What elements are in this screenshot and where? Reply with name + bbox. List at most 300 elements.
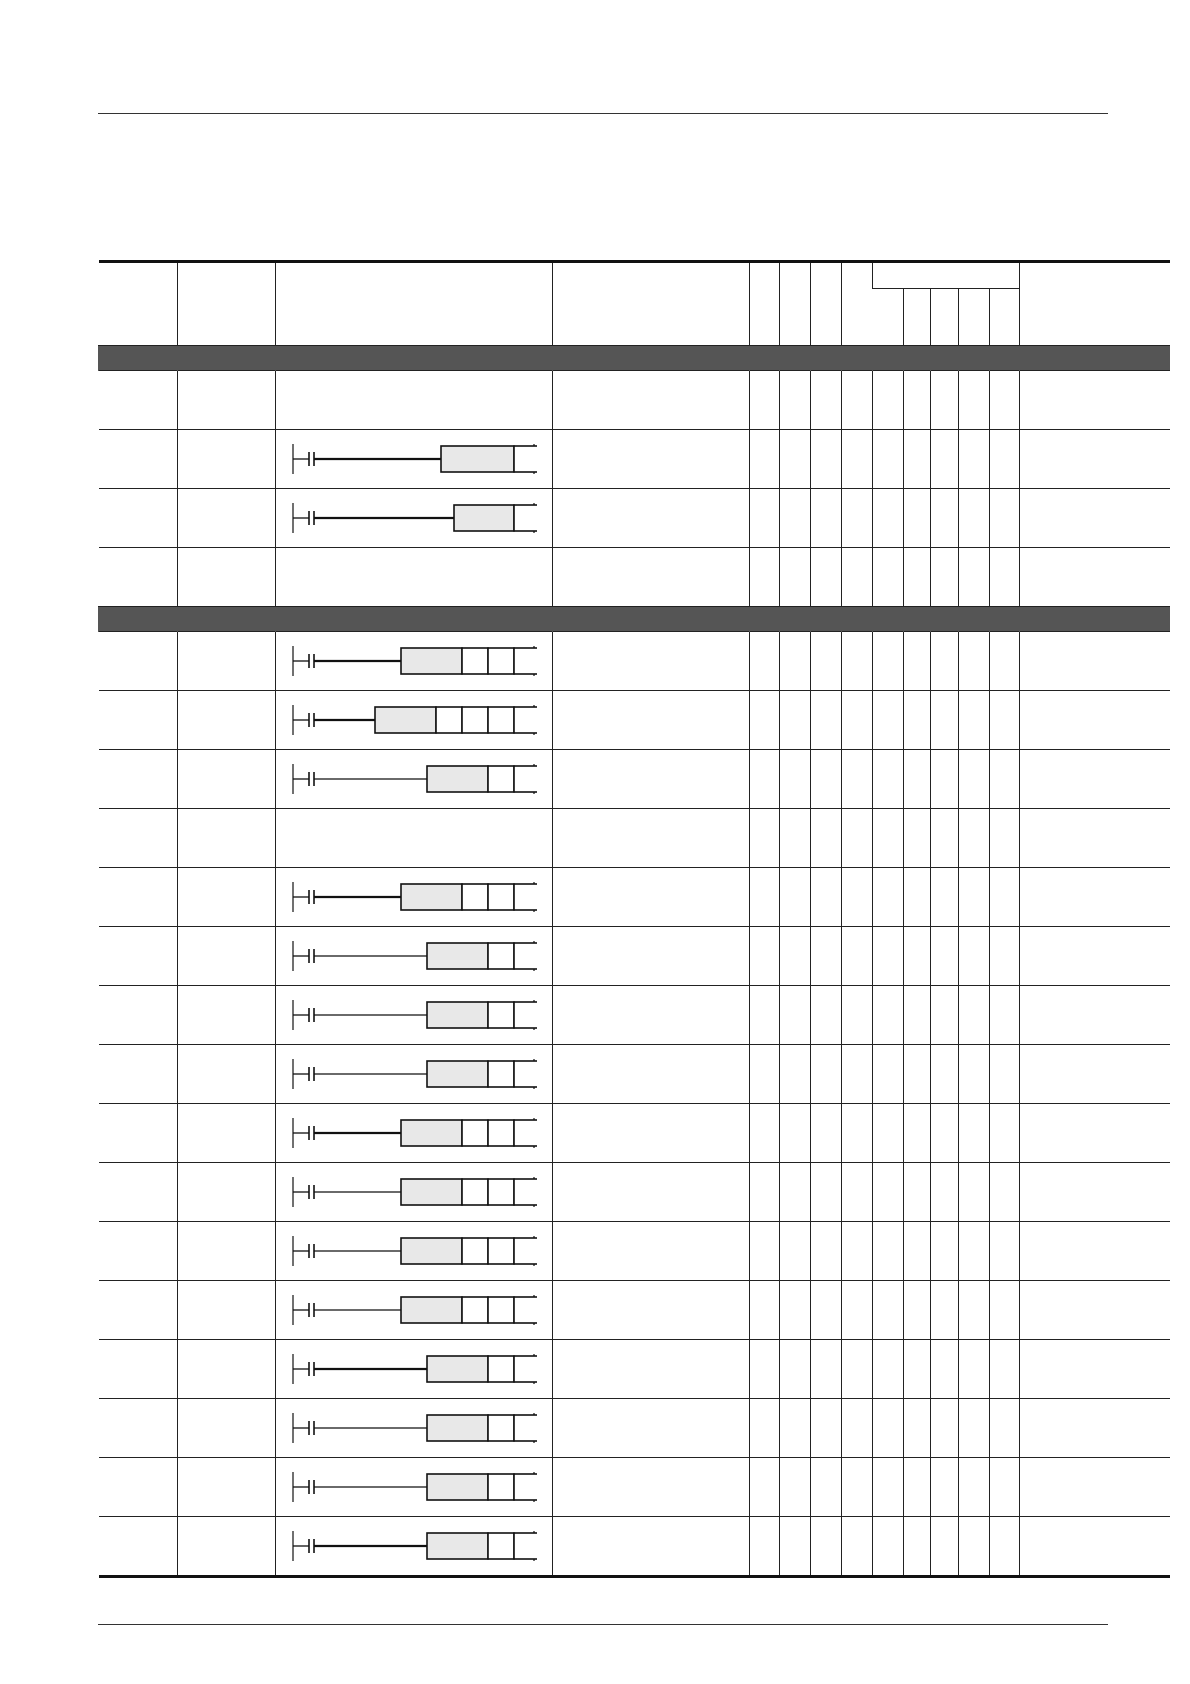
table-cell [990,1517,1020,1577]
section-cell [178,346,276,371]
table-cell [990,1458,1020,1517]
operand-box [488,1415,514,1441]
table-cell [904,809,931,868]
column-header [1020,262,1170,346]
table-cell [1020,691,1170,750]
table-cell [990,489,1020,548]
ladder-diagram [291,1116,537,1150]
table-cell [553,1458,750,1517]
column-header [842,262,873,346]
table-cell [959,1104,990,1163]
table-cell [750,868,780,927]
table-cell [842,548,873,607]
section-cell [842,346,873,371]
table-cell [1020,1163,1170,1222]
table-cell [959,548,990,607]
section-header-bar [99,346,1170,371]
table-cell [780,1517,811,1577]
table-cell [780,986,811,1045]
table-cell [276,809,553,868]
operand-box [488,943,514,969]
operand-box [488,1474,514,1500]
section-cell [750,607,780,632]
table-cell [99,691,178,750]
table-row [99,750,1170,809]
ladder-diagram [291,442,537,476]
operand-box [514,1415,537,1441]
table-cell [873,1281,904,1340]
table-cell [904,1458,931,1517]
table-cell [1020,809,1170,868]
table-cell [959,691,990,750]
table-cell [842,1222,873,1281]
function-box [375,707,436,733]
table-cell [780,927,811,986]
table-cell [553,1104,750,1163]
column-header [178,262,276,346]
table-cell [811,1163,842,1222]
function-box [401,648,462,674]
table-row [99,1045,1170,1104]
table-cell [276,1340,553,1399]
table-cell [990,986,1020,1045]
table-row [99,1163,1170,1222]
table-row [99,1222,1170,1281]
operand-box [488,884,514,910]
operand-box [462,707,488,733]
table-cell [1020,548,1170,607]
table-cell [99,489,178,548]
table-cell [873,430,904,489]
section-cell [990,607,1020,632]
table-cell [1020,1281,1170,1340]
function-box [427,1415,488,1441]
table-cell [990,691,1020,750]
function-box [401,1179,462,1205]
table-cell [553,986,750,1045]
table-cell [873,1458,904,1517]
table-cell [99,1045,178,1104]
table-cell [931,750,959,809]
table-cell [811,1104,842,1163]
section-header-bar [99,607,1170,632]
table-cell [990,1222,1020,1281]
table-cell [1020,1340,1170,1399]
operand-box [462,1297,488,1323]
table-cell [873,1222,904,1281]
table-cell [750,927,780,986]
table-cell [553,632,750,691]
section-cell [99,607,178,632]
operand-box [488,1297,514,1323]
table-cell [904,489,931,548]
table-cell [904,1222,931,1281]
table-cell [178,1045,276,1104]
table-cell [811,430,842,489]
table-cell [842,1163,873,1222]
operand-box [436,707,462,733]
table-cell [959,489,990,548]
table-cell [1020,1045,1170,1104]
table-cell [99,548,178,607]
table-cell [99,750,178,809]
table-cell [931,868,959,927]
operand-box [462,1120,488,1146]
table-cell [1020,1399,1170,1458]
ladder-diagram [291,644,537,678]
table-cell [750,750,780,809]
table-cell [811,927,842,986]
table-cell [811,1281,842,1340]
operand-box [488,1002,514,1028]
table-cell [873,1163,904,1222]
function-box [427,1474,488,1500]
operand-box [488,1356,514,1382]
table-cell [276,868,553,927]
section-cell [553,607,750,632]
table-cell [276,1458,553,1517]
table-cell [873,548,904,607]
table-cell [553,1222,750,1281]
table-cell [99,1104,178,1163]
operand-box [514,648,537,674]
table-cell [959,868,990,927]
section-cell [780,346,811,371]
table-cell [990,548,1020,607]
operand-box [514,1297,537,1323]
operand-box [462,1179,488,1205]
table-cell [904,927,931,986]
table-cell [904,1340,931,1399]
table-cell [811,691,842,750]
table-cell [553,548,750,607]
table-cell [842,691,873,750]
table-cell [811,750,842,809]
table-cell [959,430,990,489]
table-cell [780,750,811,809]
table-cell [904,1399,931,1458]
table-cell [276,489,553,548]
table-cell [276,1517,553,1577]
table-cell [1020,986,1170,1045]
table-cell [842,986,873,1045]
header-row [99,262,1170,289]
footer-rule [98,1624,1108,1625]
table-cell [1020,927,1170,986]
table-cell [553,1517,750,1577]
table-row [99,1340,1170,1399]
table-cell [904,1104,931,1163]
table-cell [99,809,178,868]
table-cell [931,809,959,868]
table-cell [1020,1517,1170,1577]
operand-box [488,1238,514,1264]
function-box [427,1356,488,1382]
table-cell [904,371,931,430]
table-row [99,809,1170,868]
table-cell [780,1104,811,1163]
flag-subheader [873,289,904,346]
table-cell [99,430,178,489]
table-cell [750,1045,780,1104]
section-cell [990,346,1020,371]
table-cell [931,1458,959,1517]
table-cell [178,691,276,750]
table-cell [959,371,990,430]
table-cell [276,632,553,691]
table-cell [931,1399,959,1458]
table-cell [178,1399,276,1458]
table-cell [750,430,780,489]
ladder-diagram [291,1529,537,1563]
table-cell [178,548,276,607]
table-cell [780,1045,811,1104]
table-cell [1020,489,1170,548]
table-cell [959,1458,990,1517]
column-header [811,262,842,346]
table-cell [276,691,553,750]
ladder-diagram [291,762,537,796]
function-box [441,446,514,472]
table-cell [873,927,904,986]
table-cell [553,1281,750,1340]
flag-subheader [904,289,931,346]
table-cell [276,1281,553,1340]
table-cell [931,1340,959,1399]
section-cell [873,607,904,632]
table-cell [873,632,904,691]
section-cell [959,346,990,371]
table-cell [990,1104,1020,1163]
table-cell [811,1458,842,1517]
table-cell [99,986,178,1045]
ladder-diagram [291,880,537,914]
table-cell [99,1340,178,1399]
section-cell [780,607,811,632]
section-cell [178,607,276,632]
table-cell [553,868,750,927]
table-cell [1020,750,1170,809]
table-cell [780,1163,811,1222]
table-cell [99,927,178,986]
table-cell [842,1340,873,1399]
table-cell [959,1163,990,1222]
column-header [553,262,750,346]
table-cell [1020,371,1170,430]
table-row [99,691,1170,750]
table-cell [990,632,1020,691]
table-cell [959,986,990,1045]
table-cell [990,371,1020,430]
table-cell [553,1163,750,1222]
table-cell [276,430,553,489]
table-cell [990,1045,1020,1104]
table-cell [842,371,873,430]
section-cell [904,607,931,632]
table-row [99,986,1170,1045]
operand-box [514,1533,537,1559]
table-cell [904,632,931,691]
table-cell [959,1399,990,1458]
table-cell [842,1399,873,1458]
table-cell [842,489,873,548]
table-row [99,371,1170,430]
operand-box [514,943,537,969]
table-cell [780,430,811,489]
operand-box [514,1120,537,1146]
operand-box [514,1474,537,1500]
ladder-diagram [291,1057,537,1091]
table-cell [276,750,553,809]
table-cell [780,691,811,750]
table-cell [276,371,553,430]
table-cell [750,548,780,607]
table-cell [931,430,959,489]
table-cell [959,750,990,809]
table-cell [842,1104,873,1163]
table-cell [873,691,904,750]
table-cell [276,1045,553,1104]
ladder-diagram [291,1352,537,1386]
table-cell [780,809,811,868]
table-cell [990,868,1020,927]
table-cell [904,868,931,927]
table-cell [904,1517,931,1577]
table-cell [750,1222,780,1281]
table-cell [990,430,1020,489]
flag-subheader [931,289,959,346]
table-cell [750,371,780,430]
table-cell [811,632,842,691]
ladder-diagram [291,1175,537,1209]
table-cell [842,809,873,868]
table-cell [842,1458,873,1517]
table-cell [931,1104,959,1163]
table-cell [811,1399,842,1458]
table-cell [178,430,276,489]
section-cell [904,346,931,371]
table-cell [811,809,842,868]
table-cell [553,1045,750,1104]
table-cell [811,868,842,927]
table-cell [750,691,780,750]
table-cell [904,750,931,809]
table-cell [750,1517,780,1577]
table-cell [99,1399,178,1458]
table-cell [178,1163,276,1222]
ladder-diagram [291,1293,537,1327]
table-cell [553,1340,750,1399]
table-cell [276,1222,553,1281]
operand-box [488,1179,514,1205]
table-cell [990,1281,1020,1340]
table-cell [99,1517,178,1577]
table-cell [178,1340,276,1399]
table-cell [1020,868,1170,927]
operand-box [488,1061,514,1087]
table-cell [99,868,178,927]
table-cell [873,1045,904,1104]
table-cell [931,1281,959,1340]
table-cell [99,1163,178,1222]
table-row [99,1399,1170,1458]
table-cell [931,548,959,607]
table-cell [178,1222,276,1281]
section-cell [842,607,873,632]
table-cell [178,927,276,986]
table-cell [178,986,276,1045]
table-cell [931,632,959,691]
table-cell [873,1104,904,1163]
table-cell [842,632,873,691]
section-cell [99,346,178,371]
table-cell [811,489,842,548]
table-cell [842,750,873,809]
table-cell [178,632,276,691]
table-cell [931,691,959,750]
section-cell [276,607,553,632]
table-cell [99,1222,178,1281]
table-cell [990,809,1020,868]
section-cell [811,346,842,371]
ladder-diagram [291,998,537,1032]
table-cell [811,548,842,607]
table-cell [904,430,931,489]
ladder-diagram [291,703,537,737]
operand-box [514,505,537,531]
table-row [99,868,1170,927]
table-cell [99,371,178,430]
table-row [99,430,1170,489]
table-cell [959,632,990,691]
function-box [427,1061,488,1087]
table-cell [904,986,931,1045]
table-cell [99,1458,178,1517]
column-header [780,262,811,346]
table-cell [842,868,873,927]
header-rule [98,113,1108,114]
operand-box [514,766,537,792]
table-cell [750,1281,780,1340]
table-cell [1020,1222,1170,1281]
table-cell [931,927,959,986]
table-cell [811,371,842,430]
table-cell [873,371,904,430]
section-cell [750,346,780,371]
table-cell [931,1045,959,1104]
table-cell [931,986,959,1045]
table-cell [780,548,811,607]
table-cell [553,1399,750,1458]
function-box [427,943,488,969]
operand-box [488,707,514,733]
table-cell [842,1045,873,1104]
table-cell [750,1458,780,1517]
function-box [427,766,488,792]
operand-box [514,1356,537,1382]
table-cell [99,1281,178,1340]
section-cell [811,607,842,632]
table-cell [780,489,811,548]
table-row [99,548,1170,607]
table-cell [276,1104,553,1163]
table-cell [553,430,750,489]
ladder-diagram [291,939,537,973]
table-cell [780,1399,811,1458]
table-cell [811,1517,842,1577]
table-cell [990,927,1020,986]
table-cell [873,809,904,868]
